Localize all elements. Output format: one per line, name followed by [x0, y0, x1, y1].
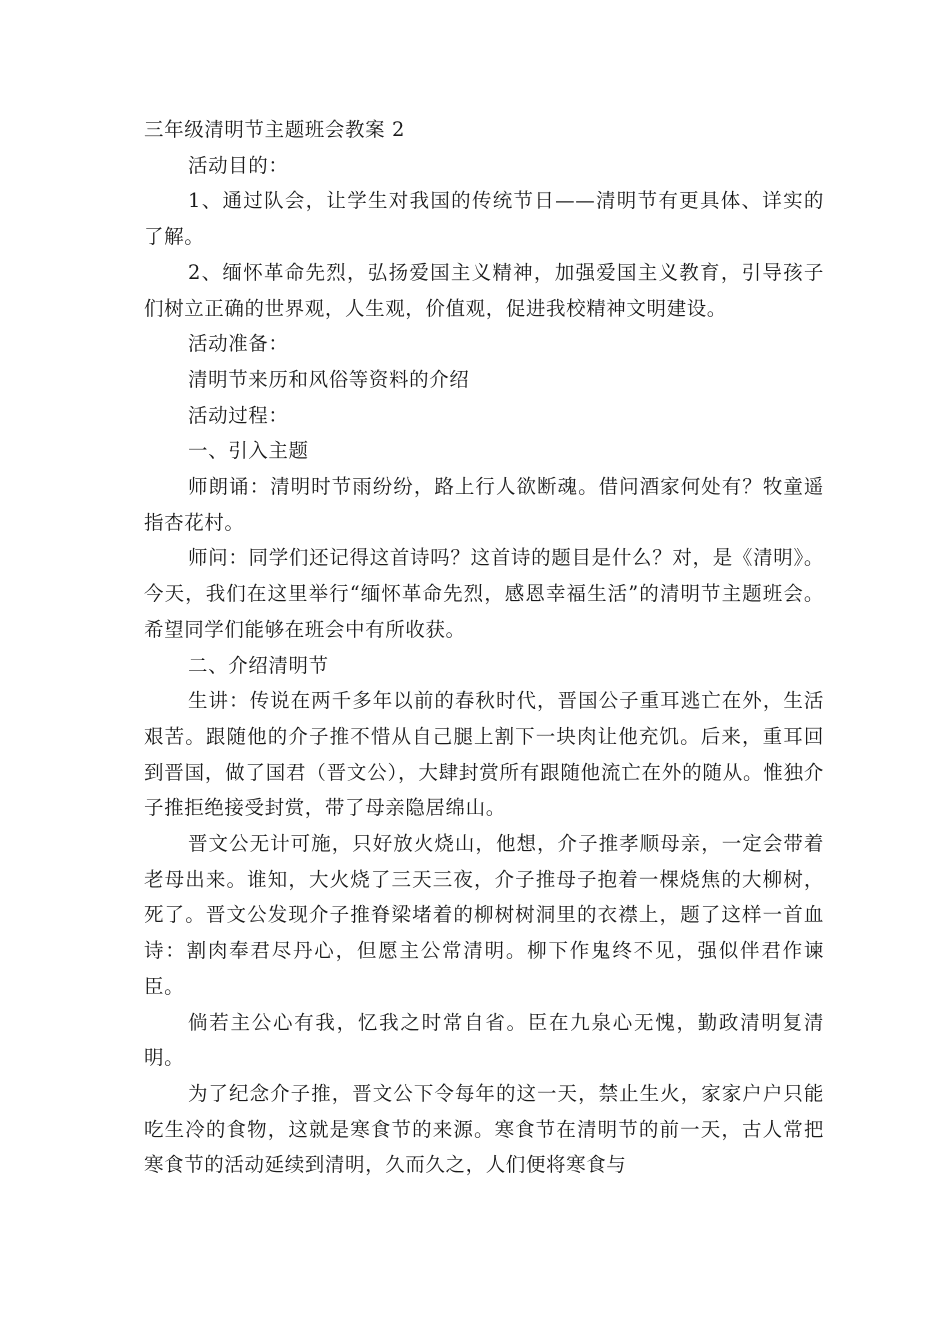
paragraph-story-continued: 晋文公无计可施，只好放火烧山，他想，介子推孝顺母亲，一定会带着老母出来。谁知，大火烧了三天三夜，介子推母子抱着一棵烧焦的大柳树，死了。晋文公发现介子推脊梁堵着的柳树树洞里的衣襟上，题了这样一首血诗：割肉奉君尽丹心，但愿主公常清明。柳下作鬼终不见，强似伴君作谏臣。	[144, 832, 824, 998]
paragraph-goal-2: 2、缅怀革命先烈，弘扬爱国主义精神，加强爱国主义教育，引导孩子们树立正确的世界观，人生观，价值观，促进我校精神文明建设。	[144, 260, 824, 320]
paragraph-section-2-heading: 二、介绍清明节	[188, 653, 329, 677]
paragraph-teacher-question: 师问：同学们还记得这首诗吗？这首诗的题目是什么？对，是《清明》。今天，我们在这里举行“缅怀革命先烈，感恩幸福生活”的清明节主题班会。希望同学们能够在班会中有所收获。	[144, 546, 824, 641]
paragraph-section-1-heading: 一、引入主题	[188, 439, 309, 463]
document-body	[144, 112, 824, 1183]
document-title: 三年级清明节主题班会教案 2	[144, 118, 406, 141]
paragraph-process-heading: 活动过程：	[188, 403, 289, 427]
paragraph-preparation: 清明节来历和风俗等资料的介绍	[188, 367, 470, 391]
paragraph-goal-1: 1、通过队会，让学生对我国的传统节日——清明节有更具体、详实的了解。	[144, 189, 824, 249]
paragraph-poem-end: 倘若主公心有我，忆我之时常自省。臣在九泉心无愧，勤政清明复清明。	[144, 1010, 824, 1070]
paragraph-activity-goal-heading: 活动目的：	[188, 153, 289, 177]
paragraph-preparation-heading: 活动准备：	[188, 332, 289, 356]
paragraph-teacher-recital: 师朗诵：清明时节雨纷纷，路上行人欲断魂。借问酒家何处有？牧童遥指杏花村。	[144, 475, 824, 534]
paragraph-student-story: 生讲：传说在两千多年以前的春秋时代，晋国公子重耳逃亡在外，生活艰苦。跟随他的介子推不惜从自己腿上割下一块肉让他充饥。后来，重耳回到晋国，做了国君（晋文公），大肆封赏所有跟随他流亡在外的随从。惟独介子推拒绝接受封赏，带了母亲隐居绵山。	[144, 689, 824, 820]
paragraph-cold-food-origin: 为了纪念介子推，晋文公下令每年的这一天，禁止生火，家家户户只能吃生冷的食物，这就是寒食节的来源。寒食节在清明节的前一天，古人常把寒食节的活动延续到清明，久而久之，人们便将寒食与	[144, 1081, 824, 1177]
